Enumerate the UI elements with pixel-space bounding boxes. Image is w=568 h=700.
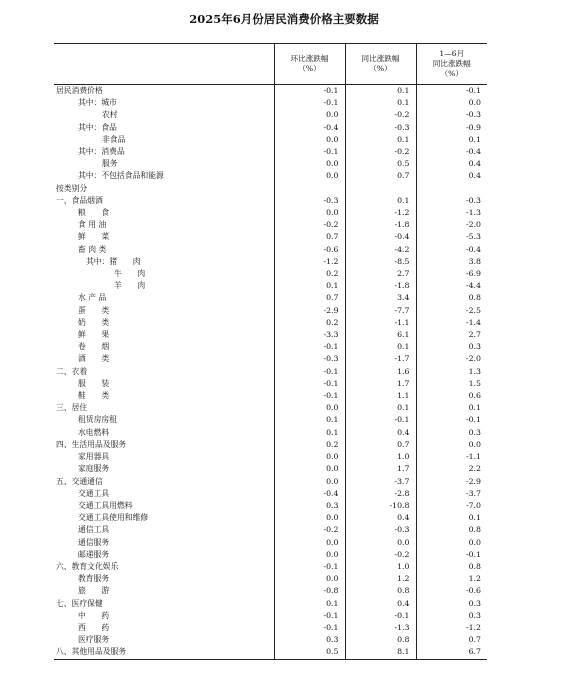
row-label: 交通工具使用和维修 bbox=[78, 513, 149, 523]
mom-value: -0.8 bbox=[274, 585, 345, 597]
row-label: 畜 肉 类 bbox=[78, 244, 107, 254]
cumulative-yoy-value: 1.2 bbox=[416, 573, 487, 585]
mom-value: 0.0 bbox=[274, 476, 345, 488]
row-label: 鲜 菜 bbox=[78, 232, 110, 242]
row-label: 服 装 bbox=[78, 378, 110, 388]
cumulative-yoy-value: 0.0 bbox=[416, 97, 487, 109]
table-row bbox=[54, 231, 487, 243]
table-row bbox=[54, 610, 487, 622]
cumulative-yoy-value: -1.3 bbox=[416, 207, 487, 219]
cumulative-yoy-value: -7.0 bbox=[416, 500, 487, 512]
mom-value: 0.5 bbox=[274, 646, 345, 659]
mom-value: -0.1 bbox=[274, 622, 345, 634]
mom-value: -0.1 bbox=[274, 390, 345, 402]
row-label: 医疗服务 bbox=[78, 635, 110, 645]
table-row bbox=[54, 476, 487, 488]
header-cumulative-yoy: 1—6月 同比涨跌幅 （%） bbox=[416, 44, 487, 85]
table-row bbox=[54, 207, 487, 219]
row-label: 酒 类 bbox=[78, 354, 110, 364]
yoy-value: -1.7 bbox=[345, 353, 416, 365]
cumulative-yoy-value: 1.5 bbox=[416, 378, 487, 390]
yoy-value: -0.3 bbox=[345, 122, 416, 134]
table-row bbox=[54, 366, 487, 378]
row-label: 七、医疗保健 bbox=[56, 598, 103, 608]
table-body bbox=[54, 85, 487, 660]
row-label: 蛋 类 bbox=[78, 305, 110, 315]
table-row bbox=[54, 268, 487, 280]
table-row bbox=[54, 244, 487, 256]
yoy-value: -0.1 bbox=[345, 610, 416, 622]
table-row bbox=[54, 549, 487, 561]
row-label: 家庭服务 bbox=[78, 464, 110, 474]
yoy-value: 0.1 bbox=[345, 134, 416, 146]
mom-value: 0.0 bbox=[274, 451, 345, 463]
yoy-value: 1.7 bbox=[345, 463, 416, 475]
cumulative-yoy-value: 0.6 bbox=[416, 390, 487, 402]
row-label: 食 用 油 bbox=[78, 220, 107, 230]
yoy-value: -1.8 bbox=[345, 219, 416, 231]
yoy-value: 1.6 bbox=[345, 366, 416, 378]
mom-value: -0.1 bbox=[274, 97, 345, 109]
yoy-value: -4.2 bbox=[345, 244, 416, 256]
mom-value bbox=[274, 183, 345, 195]
mom-value: -0.1 bbox=[274, 146, 345, 158]
yoy-value: -0.2 bbox=[345, 109, 416, 121]
row-label: 交通工具用燃料 bbox=[78, 500, 133, 510]
mom-value: -2.9 bbox=[274, 305, 345, 317]
yoy-value: -1.2 bbox=[345, 207, 416, 219]
table-row bbox=[54, 500, 487, 512]
row-label: 租赁房房租 bbox=[78, 415, 117, 425]
mom-value: -0.1 bbox=[274, 378, 345, 390]
yoy-value: -0.3 bbox=[345, 524, 416, 536]
cumulative-yoy-value: 3.8 bbox=[416, 256, 487, 268]
row-label: 其中：消费品 bbox=[78, 147, 125, 157]
yoy-value: 2.7 bbox=[345, 268, 416, 280]
cumulative-yoy-value: -1.2 bbox=[416, 622, 487, 634]
row-label: 按类别分 bbox=[56, 183, 88, 193]
yoy-value: 0.1 bbox=[345, 97, 416, 109]
cumulative-yoy-value: -2.0 bbox=[416, 219, 487, 231]
row-label: 三、居住 bbox=[56, 403, 88, 413]
mom-value: -3.3 bbox=[274, 329, 345, 341]
table-row bbox=[54, 573, 487, 585]
header-label-cell bbox=[54, 44, 274, 85]
cumulative-yoy-value: -6.9 bbox=[416, 268, 487, 280]
row-label: 粮 食 bbox=[78, 208, 110, 218]
cumulative-yoy-value: 0.8 bbox=[416, 524, 487, 536]
mom-value: 0.0 bbox=[274, 207, 345, 219]
mom-value: 0.2 bbox=[274, 439, 345, 451]
mom-value: -0.6 bbox=[274, 244, 345, 256]
table-row bbox=[54, 598, 487, 610]
row-label: 中 药 bbox=[78, 610, 110, 620]
row-label: 其中：食品 bbox=[78, 122, 117, 132]
yoy-value: 0.4 bbox=[345, 427, 416, 439]
cumulative-yoy-value: 0.3 bbox=[416, 610, 487, 622]
table-row bbox=[54, 378, 487, 390]
cumulative-yoy-value: -0.4 bbox=[416, 146, 487, 158]
row-label: 西 药 bbox=[78, 622, 110, 632]
row-label: 农村 bbox=[102, 110, 118, 120]
row-label: 卷 烟 bbox=[78, 342, 110, 352]
mom-value: -0.3 bbox=[274, 195, 345, 207]
yoy-value: -0.2 bbox=[345, 549, 416, 561]
table-row bbox=[54, 463, 487, 475]
cumulative-yoy-value: -0.1 bbox=[416, 85, 487, 98]
mom-value: 0.1 bbox=[274, 414, 345, 426]
yoy-value: 0.1 bbox=[345, 341, 416, 353]
row-label: 交通工具 bbox=[78, 488, 110, 498]
cumulative-yoy-value: 0.0 bbox=[416, 537, 487, 549]
table-row bbox=[54, 353, 487, 365]
cumulative-yoy-value: 0.3 bbox=[416, 427, 487, 439]
yoy-value: -0.2 bbox=[345, 146, 416, 158]
mom-value: 0.7 bbox=[274, 292, 345, 304]
yoy-value: -7.7 bbox=[345, 305, 416, 317]
cumulative-yoy-value: 0.8 bbox=[416, 561, 487, 573]
row-label: 旅 游 bbox=[78, 586, 110, 596]
row-label: 服务 bbox=[102, 159, 118, 169]
table-row bbox=[54, 158, 487, 170]
table-row bbox=[54, 122, 487, 134]
mom-value: 0.0 bbox=[274, 512, 345, 524]
table-row bbox=[54, 85, 487, 98]
cumulative-yoy-value: -2.9 bbox=[416, 476, 487, 488]
table-row bbox=[54, 451, 487, 463]
mom-value: -0.4 bbox=[274, 488, 345, 500]
mom-value: 0.0 bbox=[274, 463, 345, 475]
cumulative-yoy-value: 0.1 bbox=[416, 512, 487, 524]
mom-value: -0.1 bbox=[274, 341, 345, 353]
yoy-value: 0.1 bbox=[345, 195, 416, 207]
mom-value: -0.2 bbox=[274, 219, 345, 231]
table-row bbox=[54, 97, 487, 109]
yoy-value: 0.1 bbox=[345, 402, 416, 414]
table-row bbox=[54, 646, 487, 659]
cumulative-yoy-value: 0.3 bbox=[416, 598, 487, 610]
cumulative-yoy-value: -1.1 bbox=[416, 451, 487, 463]
cumulative-yoy-value: -2.5 bbox=[416, 305, 487, 317]
table-row bbox=[54, 256, 487, 268]
mom-value: 0.2 bbox=[274, 317, 345, 329]
cumulative-yoy-value: 0.1 bbox=[416, 134, 487, 146]
table-row bbox=[54, 427, 487, 439]
yoy-value: -1.8 bbox=[345, 280, 416, 292]
table-row bbox=[54, 292, 487, 304]
table-row bbox=[54, 305, 487, 317]
row-label: 鲜 果 bbox=[78, 330, 110, 340]
cpi-data-table bbox=[54, 43, 487, 660]
table-row bbox=[54, 195, 487, 207]
row-label: 一、食品烟酒 bbox=[56, 195, 103, 205]
table-row bbox=[54, 109, 487, 121]
mom-value: 0.0 bbox=[274, 537, 345, 549]
mom-value: 0.3 bbox=[274, 500, 345, 512]
table-row bbox=[54, 317, 487, 329]
row-label: 六、教育文化娱乐 bbox=[56, 561, 119, 571]
cumulative-yoy-value: 6.7 bbox=[416, 646, 487, 659]
mom-value: -0.4 bbox=[274, 122, 345, 134]
row-label: 通信工具 bbox=[78, 525, 110, 535]
row-label: 通信服务 bbox=[78, 537, 110, 547]
table-row bbox=[54, 390, 487, 402]
cumulative-yoy-value: 0.8 bbox=[416, 292, 487, 304]
row-label: 邮递服务 bbox=[78, 549, 110, 559]
mom-value: 0.0 bbox=[274, 549, 345, 561]
cumulative-yoy-value bbox=[416, 183, 487, 195]
yoy-value: 0.4 bbox=[345, 598, 416, 610]
mom-value: -1.2 bbox=[274, 256, 345, 268]
cumulative-yoy-value: -0.1 bbox=[416, 549, 487, 561]
yoy-value: -10.8 bbox=[345, 500, 416, 512]
table-row bbox=[54, 280, 487, 292]
row-label: 奶 类 bbox=[78, 317, 110, 327]
table-row bbox=[54, 146, 487, 158]
table-row bbox=[54, 414, 487, 426]
table-row bbox=[54, 537, 487, 549]
yoy-value: -1.3 bbox=[345, 622, 416, 634]
row-label: 水电燃料 bbox=[78, 427, 110, 437]
yoy-value: 1.1 bbox=[345, 390, 416, 402]
row-label: 四、生活用品及服务 bbox=[56, 439, 127, 449]
row-label: 水 产 品 bbox=[78, 293, 107, 303]
row-label: 教育服务 bbox=[78, 574, 110, 584]
yoy-value: -8.5 bbox=[345, 256, 416, 268]
yoy-value: 0.7 bbox=[345, 170, 416, 182]
cumulative-yoy-value: 2.7 bbox=[416, 329, 487, 341]
row-label: 八、其他用品及服务 bbox=[54, 646, 274, 659]
cumulative-yoy-value: -0.6 bbox=[416, 585, 487, 597]
mom-value: 0.0 bbox=[274, 134, 345, 146]
yoy-value: 1.0 bbox=[345, 451, 416, 463]
cumulative-yoy-value: 0.1 bbox=[416, 402, 487, 414]
table-row bbox=[54, 622, 487, 634]
mom-value: 0.0 bbox=[274, 402, 345, 414]
yoy-value: 8.1 bbox=[345, 646, 416, 659]
cumulative-yoy-value: 0.0 bbox=[416, 439, 487, 451]
table-row bbox=[54, 561, 487, 573]
table-row bbox=[54, 402, 487, 414]
mom-value: 0.1 bbox=[274, 427, 345, 439]
table-header-row bbox=[54, 44, 487, 85]
table-row bbox=[54, 585, 487, 597]
row-label: 其中：城市 bbox=[78, 98, 117, 108]
yoy-value bbox=[345, 183, 416, 195]
page-title: 2025年6月份居民消费价格主要数据 bbox=[189, 12, 379, 26]
row-label: 家用器具 bbox=[78, 452, 110, 462]
mom-value: -0.1 bbox=[274, 85, 345, 98]
row-label: 二、衣着 bbox=[56, 366, 88, 376]
row-label: 其中：不包括食品和能源 bbox=[78, 171, 164, 181]
table-row bbox=[54, 524, 487, 536]
mom-value: -0.3 bbox=[274, 353, 345, 365]
yoy-value: 3.4 bbox=[345, 292, 416, 304]
row-label: 非食品 bbox=[102, 134, 126, 144]
yoy-value: -0.1 bbox=[345, 414, 416, 426]
yoy-value: -1.1 bbox=[345, 317, 416, 329]
table-row bbox=[54, 170, 487, 182]
table-row bbox=[54, 439, 487, 451]
yoy-value: 0.4 bbox=[345, 512, 416, 524]
yoy-value: 0.5 bbox=[345, 158, 416, 170]
cumulative-yoy-value: 1.3 bbox=[416, 366, 487, 378]
yoy-value: 6.1 bbox=[345, 329, 416, 341]
table-row bbox=[54, 183, 487, 195]
cumulative-yoy-value: -0.1 bbox=[416, 414, 487, 426]
cumulative-yoy-value: 0.4 bbox=[416, 158, 487, 170]
mom-value: 0.1 bbox=[274, 598, 345, 610]
cumulative-yoy-value: 0.4 bbox=[416, 170, 487, 182]
mom-value: 0.2 bbox=[274, 268, 345, 280]
mom-value: -0.1 bbox=[274, 366, 345, 378]
yoy-value: 0.1 bbox=[345, 85, 416, 98]
yoy-value: 0.0 bbox=[345, 537, 416, 549]
table-row bbox=[54, 341, 487, 353]
mom-value: -0.1 bbox=[274, 561, 345, 573]
mom-value: 0.1 bbox=[274, 280, 345, 292]
table-row bbox=[54, 634, 487, 646]
cumulative-yoy-value: -1.4 bbox=[416, 317, 487, 329]
mom-value: 0.3 bbox=[274, 634, 345, 646]
mom-value: 0.0 bbox=[274, 109, 345, 121]
row-label: 居民消费价格 bbox=[56, 86, 103, 95]
table-row bbox=[54, 329, 487, 341]
yoy-value: -0.4 bbox=[345, 231, 416, 243]
row-label: 鞋 类 bbox=[78, 391, 110, 401]
mom-value: 0.0 bbox=[274, 573, 345, 585]
table-row bbox=[54, 134, 487, 146]
header-yoy: 同比涨跌幅 （%） bbox=[345, 44, 416, 85]
mom-value: -0.1 bbox=[274, 610, 345, 622]
mom-value: 0.0 bbox=[274, 158, 345, 170]
table-row bbox=[54, 512, 487, 524]
yoy-value: -2.8 bbox=[345, 488, 416, 500]
yoy-value: 0.8 bbox=[345, 585, 416, 597]
cumulative-yoy-value: -2.0 bbox=[416, 353, 487, 365]
mom-value: 0.7 bbox=[274, 231, 345, 243]
row-label: 牛 肉 bbox=[114, 269, 146, 279]
cumulative-yoy-value: -4.4 bbox=[416, 280, 487, 292]
yoy-value: 1.2 bbox=[345, 573, 416, 585]
mom-value: -0.2 bbox=[274, 524, 345, 536]
row-label: 其中：猪 肉 bbox=[86, 256, 141, 266]
cumulative-yoy-value: -5.3 bbox=[416, 231, 487, 243]
yoy-value: 0.7 bbox=[345, 439, 416, 451]
cumulative-yoy-value: -3.7 bbox=[416, 488, 487, 500]
yoy-value: 1.7 bbox=[345, 378, 416, 390]
mom-value: 0.0 bbox=[274, 170, 345, 182]
header-mom: 环比涨跌幅 （%） bbox=[274, 44, 345, 85]
cumulative-yoy-value: -0.4 bbox=[416, 244, 487, 256]
cumulative-yoy-value: 0.7 bbox=[416, 634, 487, 646]
cumulative-yoy-value: -0.3 bbox=[416, 109, 487, 121]
yoy-value: -3.7 bbox=[345, 476, 416, 488]
cumulative-yoy-value: 2.2 bbox=[416, 463, 487, 475]
table-row bbox=[54, 219, 487, 231]
row-label: 五、交通通信 bbox=[56, 476, 103, 486]
cumulative-yoy-value: -0.9 bbox=[416, 122, 487, 134]
cumulative-yoy-value: 0.3 bbox=[416, 341, 487, 353]
yoy-value: 0.8 bbox=[345, 634, 416, 646]
row-label: 羊 肉 bbox=[114, 281, 146, 291]
yoy-value: 1.0 bbox=[345, 561, 416, 573]
cumulative-yoy-value: -0.3 bbox=[416, 195, 487, 207]
table-row bbox=[54, 488, 487, 500]
